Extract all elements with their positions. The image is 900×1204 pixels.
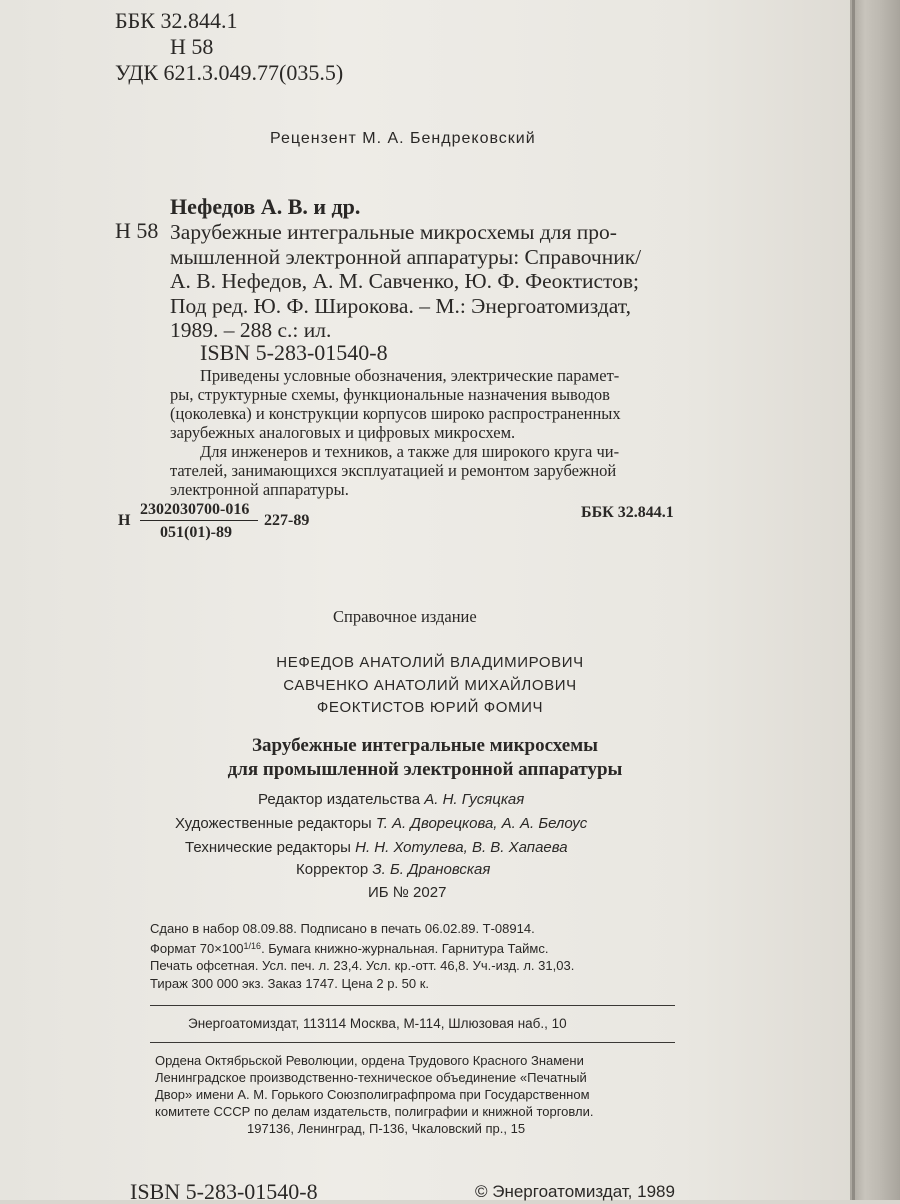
authors-block: [230, 652, 630, 720]
footer-isbn: ISBN 5-283-01540-8: [130, 1179, 318, 1204]
annotation-line: Приведены условные обозначения, электрические парамет-: [200, 366, 620, 385]
page-edge-shadow: [852, 0, 855, 1200]
printer-line: Двор» имени А. М. Горького Союзполиграфпрома при Государственном: [155, 1087, 590, 1102]
credit-names: Н. Н. Хотулева, В. В. Хапаева: [355, 839, 568, 856]
credit-art-editors: [175, 816, 587, 831]
credit-tech-editors: [185, 840, 568, 855]
credit-names: З. Б. Драновская: [372, 861, 491, 878]
annotation-line: ры, структурные схемы, функциональные назначения выводов: [170, 385, 610, 404]
annotation: [170, 366, 621, 499]
print-data: [150, 920, 574, 992]
bbk-code: ББК 32.844.1: [115, 8, 238, 33]
print-line: Формат $70\times 100^{1/16}$. Бумага книжно-журнальная. Гарнитура Таймс.: [150, 940, 549, 956]
description-line: мышленной электронной аппаратуры: Справочник/: [170, 244, 642, 269]
code-denominator: 051(01)-89: [160, 524, 232, 541]
author-name: НЕФЕДОВ АНАТОЛИЙ ВЛАДИМИРОВИЧ: [276, 654, 584, 671]
code-prefix: Н: [118, 512, 131, 529]
printer-line: 197136, Ленинград, П-136, Чкаловский пр., 15: [247, 1121, 526, 1136]
audience-line: Для инженеров и техников, а также для широкого круга чи-: [200, 442, 620, 461]
print-line: Сдано в набор 08.09.88. Подписано в печать 06.02.89. Т-08914.: [150, 921, 535, 936]
catalog-isbn: ISBN 5-283-01540-8: [200, 340, 388, 365]
printer-line: комитете СССР по делам издательств, полиграфии и книжной торговли.: [155, 1104, 594, 1119]
edition-type: Справочное издание: [333, 607, 477, 626]
audience-line: электронной аппаратуры.: [170, 480, 349, 499]
code-numerator: 2302030700-016: [140, 502, 258, 521]
page-edge: [850, 0, 900, 1200]
author-name: ФЕОКТИСТОВ ЮРИЙ ФОМИЧ: [316, 699, 544, 716]
description-line: Зарубежные интегральные микросхемы для про-: [170, 220, 617, 244]
printer-line: Ленинградское производственно-техническое объединение «Печатный: [155, 1070, 587, 1085]
description-line: А. В. Нефедов, А. М. Савченко, Ю. Ф. Феоктистов;: [170, 269, 640, 293]
description-line: 1989. – 288 с.: ил.: [170, 318, 332, 342]
audience-line: тателей, занимающихся эксплуатацией и ремонтом зарубежной: [170, 461, 617, 480]
author-name: САВЧЕНКО АНАТОЛИЙ МИХАЙЛОВИЧ: [283, 676, 577, 694]
catalog-mark: Н 58: [115, 218, 159, 243]
credit-names: А. Н. Гусяцкая: [424, 791, 525, 808]
format-fraction: 1/16: [243, 940, 262, 951]
udk-code: УДК 621.3.049.77(035.5): [115, 60, 344, 85]
publisher-address: Энергоатомиздат, 113114 Москва, М-114, Шлюзовая наб., 10: [188, 1016, 567, 1031]
annotation-line: зарубежных аналоговых и цифровых микросхем.: [170, 423, 516, 442]
reviewer: Рецензент М. А. Бендрековский: [270, 130, 536, 147]
credit-editor: [258, 792, 524, 807]
catalog-heading: Нефедов А. В. и др.: [170, 194, 361, 219]
printer-line: Ордена Октябрьской Революции, ордена Трудового Красного Знамени: [155, 1053, 584, 1068]
credit-role: Технические редакторы: [185, 839, 351, 856]
divider-bottom: [150, 1042, 675, 1043]
annotation-line: (цоколевка) и конструкции корпусов широко распространенных: [170, 404, 621, 423]
credit-role: Редактор издательства: [258, 791, 421, 808]
credit-role: Корректор: [296, 861, 369, 878]
print-line: Тираж 300 000 экз. Заказ 1747. Цена 2 р. 50 к.: [150, 975, 430, 991]
bbk-bottom: ББК 32.844.1: [581, 504, 674, 521]
author-mark: Н 58: [170, 34, 214, 59]
print-line: Печать офсетная. Усл. печ. л. 23,4. Усл. кр.-отт. 46,8. Уч.-изд. л. 31,03.: [150, 958, 575, 973]
ib-number: ИБ № 2027: [368, 884, 447, 901]
credit-corrector: [296, 862, 490, 877]
code-suffix: 227-89: [264, 512, 310, 529]
footer-copyright: © Энергоатомиздат, 1989: [475, 1182, 675, 1201]
title-line: Зарубежные интегральные микросхемы: [251, 735, 599, 756]
title-line: для промышленной электронной аппаратуры: [227, 759, 623, 780]
credit-role: Художественные редакторы: [175, 815, 372, 832]
credit-names: Т. А. Дворецкова, А. А. Белоус: [375, 815, 588, 832]
description-line: Под ред. Ю. Ф. Широкова. – М.: Энергоатомиздат,: [170, 293, 631, 318]
divider-top: [150, 1005, 675, 1006]
printer-info: [155, 1052, 593, 1137]
book-title: [160, 734, 690, 782]
catalog-description: [170, 220, 641, 343]
